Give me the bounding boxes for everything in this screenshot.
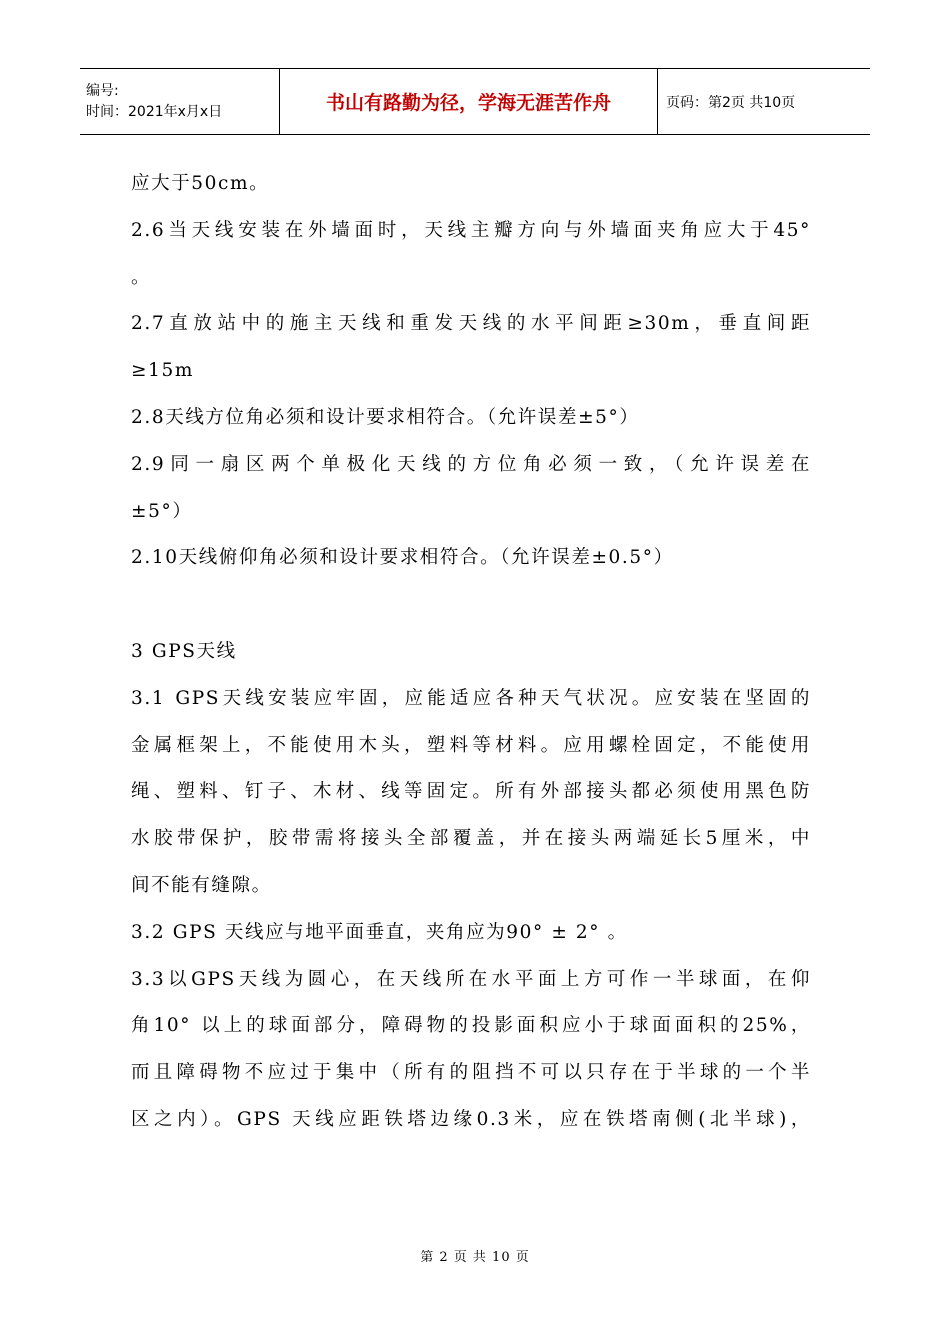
doc-number-label: 编号: [86,82,119,99]
footer-page-number: 第 2 页 共 10 页 [420,1250,530,1265]
page-footer [0,1246,950,1265]
header-motto: 书山有路勤为径，学海无涯苦作舟 [325,92,611,114]
body-line: 2.10天线俯仰角必须和设计要求相符合。（允许误差±0.5°） [131,547,674,569]
body-line: 区之内）。GPS 天线应距铁塔边缘0.3米，应在铁塔南侧(北半球)， [131,1108,811,1130]
body-line: ≥15m [131,360,194,382]
header-motto-cell [280,69,658,134]
header-page-info: 页码：第2页 共10页 [666,94,796,111]
page-header [80,68,870,135]
header-meta-cell [80,69,280,134]
doc-time-label: 时间：2021年x月x日 [86,103,223,120]
body-line: ±5°） [131,500,193,522]
header-page-cell [658,69,870,134]
document-body [131,166,811,1149]
body-line: 而且障碍物不应过于集中（所有的阻挡不可以只存在于半球的一个半 [131,1062,811,1084]
body-line: 水胶带保护，胶带需将接头全部覆盖，并在接头两端延长5厘米，中 [131,828,811,850]
body-line: 2.6当天线安装在外墙面时，天线主瓣方向与外墙面夹角应大于45° [131,219,811,241]
body-line: 金属框架上，不能使用木头，塑料等材料。应用螺栓固定，不能使用 [131,734,811,756]
body-line: 绳、塑料、钉子、木材、线等固定。所有外部接头都必须使用黑色防 [131,781,811,803]
body-line: 2.7直放站中的施主天线和重发天线的水平间距≥30m，垂直间距 [131,313,811,335]
body-line: 2.9同一扇区两个单极化天线的方位角必须一致，（允许误差在 [131,453,811,475]
body-line: 角10° 以上的球面部分，障碍物的投影面积应小于球面面积的25%， [131,1015,811,1037]
body-line: 3.2 GPS 天线应与地平面垂直，夹角应为90° ± 2° 。 [131,921,628,943]
body-line: 3.1 GPS天线安装应牢固，应能适应各种天气状况。应安装在坚固的 [131,687,811,709]
body-line: 3.3以GPS天线为圆心，在天线所在水平面上方可作一半球面，在仰 [131,968,811,990]
blank-line [131,587,811,634]
body-line: 间不能有缝隙。 [131,874,272,896]
section-heading: 3 GPS天线 [131,640,237,662]
body-line: 2.8天线方位角必须和设计要求相符合。（允许误差±5°） [131,406,640,428]
body-line: 应大于50cm。 [131,173,270,194]
body-line: 。 [131,266,152,288]
